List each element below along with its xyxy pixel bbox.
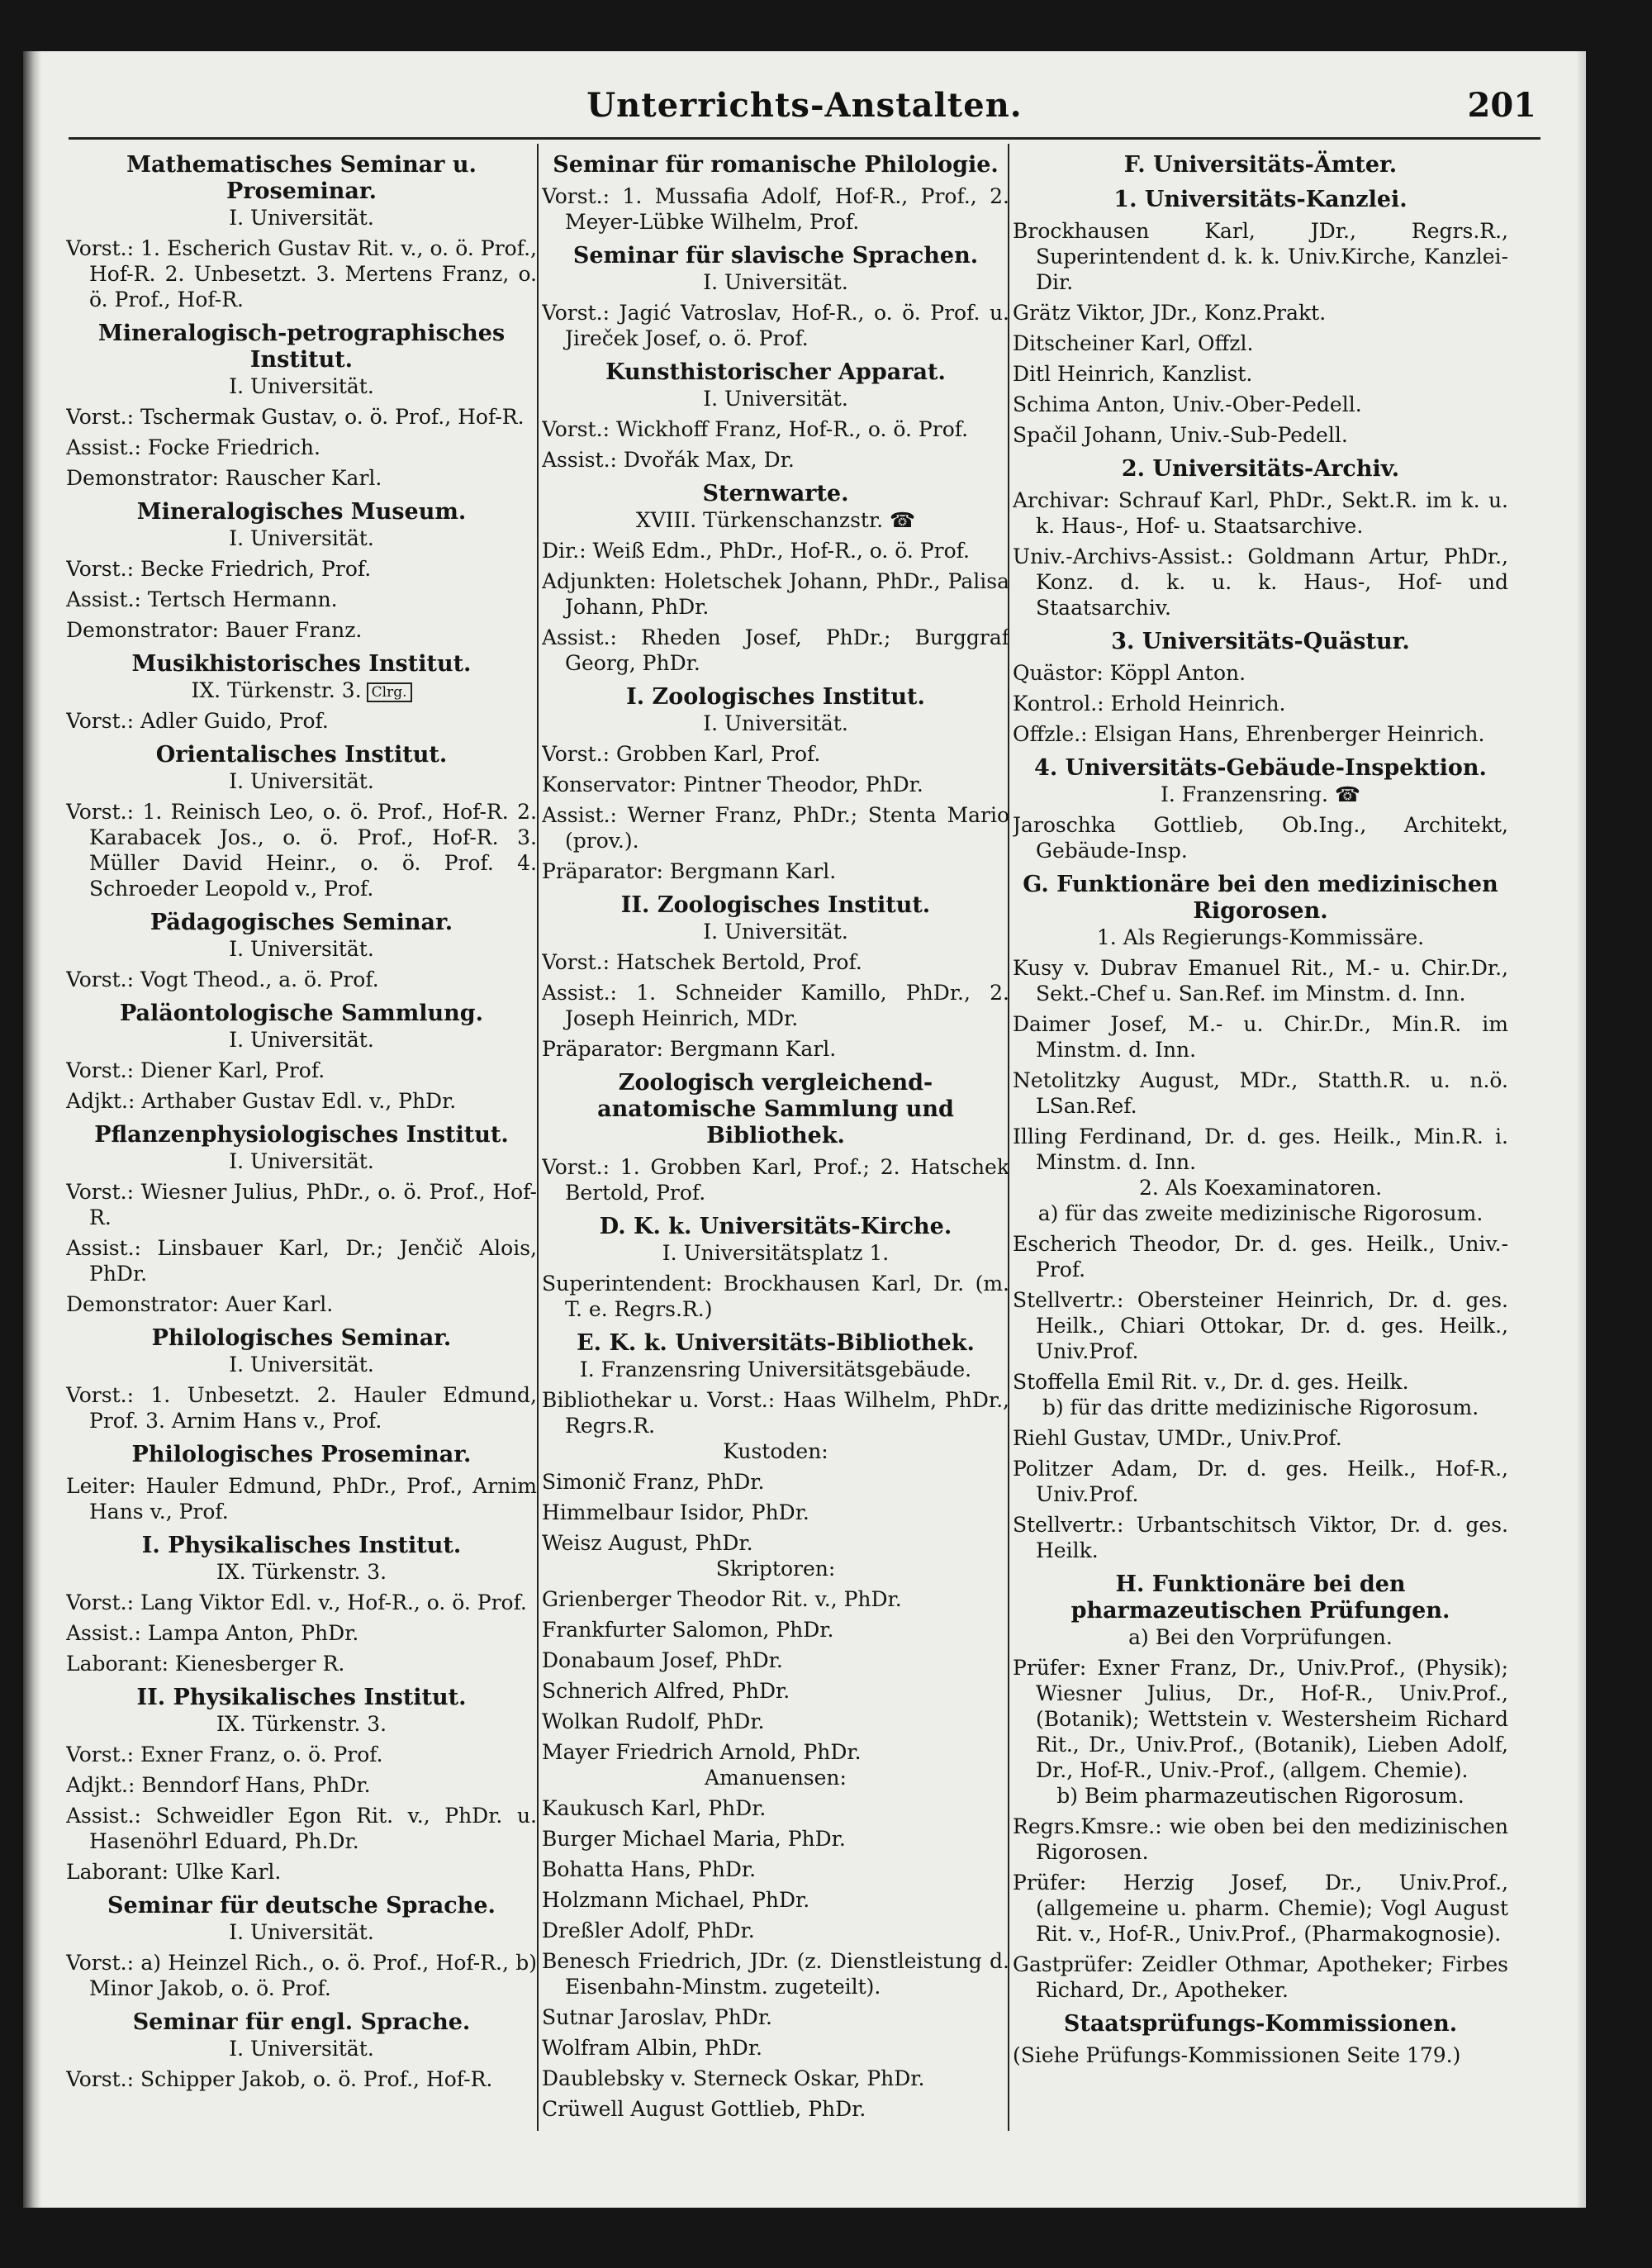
section-location — [1013, 1175, 1508, 1201]
section-location-text: I. Universität. — [229, 206, 374, 230]
directory-section[interactable] — [1013, 620, 1508, 747]
section-heading: II. Zoologisches Institut. — [620, 892, 931, 918]
entry-line: Bohatta Hans, PhDr. — [542, 1857, 757, 1881]
section-location — [542, 507, 1009, 533]
section-location-text: I. Universität. — [703, 387, 848, 411]
section-location — [1013, 782, 1508, 807]
section-heading: 4. Universitäts-Gebäude-Inspektion. — [1034, 755, 1487, 781]
entry-line: Adjunkten: Holetschek Johann, PhDr., Palisa Johann, PhDr. — [542, 569, 1009, 619]
directory-section[interactable] — [66, 992, 537, 1114]
section-location-text: Skriptoren: — [715, 1557, 836, 1581]
section-location-text: I. Universität. — [703, 270, 848, 294]
directory-section[interactable] — [542, 884, 1009, 1062]
entry-line: Ditscheiner Karl, Offzl. — [1013, 331, 1254, 355]
section-location — [542, 1556, 1009, 1581]
entry-line: Präparator: Bergmann Karl. — [542, 859, 837, 883]
book-page — [23, 51, 1586, 2208]
entry-line: Donabaum Josef, PhDr. — [542, 1648, 783, 1672]
entry-line: Bibliothekar u. Vorst.: Haas Wilhelm, PhDr., Regrs.R. — [542, 1388, 1009, 1438]
entry-line: Prüfer: Exner Franz, Dr., Univ.Prof., (Physik); Wiesner Julius, Dr., Hof-R., Univ.Prof., (Botanik); Wettstein v. Westersheim Richard Rit., Dr., Univ.Prof., (Botanik), Lieben Adolf, Dr., Hof-R., Univ.-Prof., (allgem. Chemie). — [1013, 1656, 1508, 1782]
column-1 — [66, 144, 537, 2176]
section-heading: Pädagogisches Seminar. — [150, 910, 453, 935]
entry-line: Crüwell August Gottlieb, PhDr. — [542, 2097, 866, 2121]
entry-line: Vorst.: Lang Viktor Edl. v., Hof-R., o. ö. Prof. — [66, 1590, 527, 1614]
section-heading: Staatsprüfungs-Kommissionen. — [1063, 2011, 1458, 2037]
directory-section[interactable] — [1013, 1395, 1508, 1563]
section-location-text: IX. Türkenstr. 3. — [216, 1712, 387, 1736]
entry-line: Vorst.: Wickhoff Franz, Hof-R., o. ö. Prof. — [542, 417, 969, 441]
directory-section[interactable] — [1013, 1783, 1508, 2003]
entry-line: Vorst.: a) Heinzel Rich., o. ö. Prof., Hof-R., b) Minor Jakob, o. ö. Prof. — [66, 1951, 537, 2000]
section-location-text: 1. Als Regierungs-Kommissäre. — [1096, 925, 1425, 949]
entry-line: Demonstrator: Rauscher Karl. — [66, 466, 382, 490]
entry-line: Vorst.: 1. Mussafia Adolf, Hof-R., Prof., 2. Meyer-Lübke Wilhelm, Prof. — [542, 184, 1009, 234]
entry-line: Demonstrator: Bauer Franz. — [66, 618, 363, 642]
entry-line: Assist.: Linsbauer Karl, Dr.; Jenčič Alois, PhDr. — [66, 1236, 537, 1286]
entry-line: Superintendent: Brockhausen Karl, Dr. (m. T. e. Regrs.R.) — [542, 1272, 1009, 1321]
section-location — [542, 711, 1009, 736]
section-location-text: I. Universität. — [229, 1149, 374, 1173]
entry-line: Assist.: Rheden Josef, PhDr.; Burggraf Georg, PhDr. — [542, 625, 1009, 675]
section-location — [542, 386, 1009, 411]
entry-line: Vorst.: Tschermak Gustav, o. ö. Prof., Hof-R. — [66, 405, 525, 429]
directory-section[interactable] — [66, 1676, 537, 1885]
entry-line: Archivar: Schrauf Karl, PhDr., Sekt.R. im k. u. k. Haus-, Hof- u. Staatsarchive. — [1013, 488, 1508, 538]
entry-line: Spačil Johann, Univ.-Sub-Pedell. — [1013, 423, 1348, 447]
entry-line: Adjkt.: Arthaber Gustav Edl. v., PhDr. — [66, 1089, 457, 1113]
section-location — [1013, 1201, 1508, 1226]
section-location-text: XVIII. Türkenschanzstr. ☎ — [635, 508, 916, 532]
directory-section[interactable] — [66, 643, 537, 734]
entry-line: Stoffella Emil Rit. v., Dr. d. ges. Heilk. — [1013, 1370, 1409, 1394]
directory-section[interactable] — [1013, 1563, 1508, 1783]
column-3 — [1013, 144, 1508, 2176]
directory-section[interactable] — [66, 2001, 537, 2092]
entry-line: Daublebsky v. Sterneck Oskar, PhDr. — [542, 2066, 925, 2090]
section-heading: Pflanzenphysiologisches Institut. — [94, 1122, 509, 1148]
section-heading: Musikhistorisches Institut. — [131, 651, 472, 677]
section-heading: D. K. k. Universitäts-Kirche. — [599, 1214, 952, 1239]
entry-line: Schima Anton, Univ.-Ober-Pedell. — [1013, 392, 1362, 416]
directory-section[interactable] — [542, 1205, 1009, 1322]
directory-section[interactable] — [1013, 747, 1508, 863]
directory-section[interactable] — [66, 1434, 537, 1524]
entry-line: Gastprüfer: Zeidler Othmar, Apotheker; Firbes Richard, Dr., Apotheker. — [1013, 1952, 1508, 2002]
section-location — [66, 768, 537, 794]
entry-line: Mayer Friedrich Arnold, PhDr. — [542, 1740, 862, 1764]
section-location-text: I. Franzensring. ☎ — [1160, 782, 1361, 806]
section-location — [542, 1240, 1009, 1266]
section-location-text: IX. Türkenstr. 3. — [216, 1560, 387, 1584]
column-2 — [542, 144, 1009, 2176]
section-location-text: a) für das zweite medizinische Rigorosum. — [1037, 1201, 1483, 1225]
section-location — [542, 1438, 1009, 1464]
entry-line: Assist.: Lampa Anton, PhDr. — [66, 1621, 359, 1645]
stamp-badge: Clrg. — [367, 682, 412, 702]
directory-section[interactable] — [542, 676, 1009, 884]
section-location-text: I. Universität. — [229, 374, 374, 398]
directory-section[interactable] — [66, 144, 537, 312]
entry-line: Illing Ferdinand, Dr. d. ges. Heilk., Min.R. i. Minstm. d. Inn. — [1013, 1124, 1508, 1174]
entry-line: Dir.: Weiß Edm., PhDr., Hof-R., o. ö. Prof. — [542, 539, 970, 563]
directory-section[interactable] — [1013, 178, 1508, 448]
directory-section[interactable] — [542, 1322, 1009, 1438]
directory-section[interactable] — [542, 144, 1009, 235]
section-heading: E. K. k. Universitäts-Bibliothek. — [577, 1330, 975, 1356]
entry-line: Offzle.: Elsigan Hans, Ehrenberger Heinrich. — [1013, 722, 1485, 746]
section-location — [1013, 1624, 1508, 1650]
entry-line: Präparator: Bergmann Karl. — [542, 1037, 837, 1061]
entry-line: Wolkan Rudolf, PhDr. — [542, 1709, 765, 1733]
directory-section[interactable] — [66, 901, 537, 992]
directory-section[interactable] — [66, 1524, 537, 1676]
directory-section[interactable] — [1013, 1175, 1508, 1201]
section-location — [66, 1559, 537, 1585]
section-heading: Philologisches Proseminar. — [131, 1442, 472, 1467]
entry-line: Vorst.: Becke Friedrich, Prof. — [66, 557, 372, 581]
entry-line: Escherich Theodor, Dr. d. ges. Heilk., Univ.-Prof. — [1013, 1232, 1508, 1281]
directory-section[interactable] — [66, 1317, 537, 1434]
section-location — [66, 936, 537, 962]
entry-line: Vorst.: Wiesner Julius, PhDr., o. ö. Prof., Hof-R. — [66, 1180, 537, 1229]
entry-line: Vorst.: 1. Reinisch Leo, o. ö. Prof., Hof-R. 2. Karabacek Jos., o. ö. Prof., Hof-R. 3. Müller David Heinr., o. ö. Prof. 4. Schroeder Leopold v., Prof. — [66, 800, 537, 901]
entry-line: Kusy v. Dubrav Emanuel Rit., M.- u. Chir.Dr., Sekt.-Chef u. San.Ref. im Minstm. d. Inn. — [1013, 956, 1508, 1006]
section-heading: Seminar für romanische Philologie. — [553, 152, 999, 178]
entry-line: Vorst.: Diener Karl, Prof. — [66, 1058, 325, 1082]
directory-section[interactable] — [66, 734, 537, 901]
entry-line: Frankfurter Salomon, PhDr. — [542, 1618, 834, 1642]
section-heading: 3. Universitäts-Quästur. — [1111, 629, 1410, 654]
entry-line: Regrs.Kmsre.: wie oben bei den medizinischen Rigorosen. — [1013, 1814, 1508, 1864]
section-location-text: b) für das dritte medizinische Rigorosum. — [1042, 1396, 1479, 1419]
section-location-text: I. Universität. — [229, 1028, 374, 1052]
directory-section[interactable] — [542, 235, 1009, 351]
section-heading: Mineralogisches Museum. — [136, 499, 467, 525]
entry-line: Jaroschka Gottlieb, Ob.Ing., Architekt, Gebäude-Insp. — [1013, 813, 1508, 863]
section-location-text: I. Universität. — [229, 526, 374, 550]
section-location-text: I. Universität. — [229, 937, 374, 961]
entry-line: Sutnar Jaroslav, PhDr. — [542, 2005, 773, 2029]
entry-line: Vorst.: Schipper Jakob, o. ö. Prof., Hof-R. — [66, 2067, 493, 2091]
section-heading: II. Physikalisches Institut. — [136, 1685, 467, 1710]
section-heading: Mathematisches Seminar u. Proseminar. — [126, 152, 477, 204]
header-rule — [69, 137, 1540, 140]
section-heading: 1. Universitäts-Kanzlei. — [1113, 187, 1408, 212]
section-heading: Paläontologische Sammlung. — [119, 1001, 484, 1026]
entry-line: Brockhausen Karl, JDr., Regrs.R., Superintendent d. k. k. Univ.Kirche, Kanzlei-Dir. — [1013, 219, 1508, 294]
entry-line: Kontrol.: Erhold Heinrich. — [1013, 692, 1286, 716]
directory-section[interactable] — [1013, 144, 1508, 178]
entry-line: (Siehe Prüfungs-Kommissionen Seite 179.) — [1013, 2043, 1461, 2067]
entry-line: Weisz August, PhDr. — [542, 1531, 753, 1555]
entry-line: Dreßler Adolf, PhDr. — [542, 1919, 755, 1942]
entry-line: Konservator: Pintner Theodor, PhDr. — [542, 773, 923, 796]
section-heading: Orientalisches Institut. — [155, 742, 448, 768]
directory-section[interactable] — [542, 473, 1009, 676]
section-location-text: I. Universität. — [703, 920, 848, 944]
directory-section[interactable] — [1013, 863, 1508, 1175]
section-heading: Seminar für engl. Sprache. — [132, 2009, 471, 2035]
section-location — [1013, 1395, 1508, 1420]
entry-line: Simonič Franz, PhDr. — [542, 1470, 765, 1494]
section-heading: G. Funktionäre bei den medizinischen Rigorosen. — [1023, 872, 1498, 924]
section-location — [542, 269, 1009, 295]
section-location-text: 2. Als Koexaminatoren. — [1138, 1176, 1383, 1200]
entry-line: Vorst.: Vogt Theod., a. ö. Prof. — [66, 968, 379, 991]
entry-line: Quästor: Köppl Anton. — [1013, 661, 1246, 685]
section-location-text: I. Universität. — [229, 1353, 374, 1376]
entry-line: Vorst.: Jagić Vatroslav, Hof-R., o. ö. Prof. u. Jireček Josef, o. ö. Prof. — [542, 301, 1009, 350]
section-heading: F. Universitäts-Ämter. — [1123, 152, 1398, 178]
directory-section[interactable] — [542, 1438, 1009, 1556]
entry-line: Vorst.: 1. Escherich Gustav Rit. v., o. ö. Prof., Hof-R. 2. Unbesetzt. 3. Mertens Franz, o. ö. Prof., Hof-R. — [66, 236, 537, 311]
entry-line: Univ.-Archivs-Assist.: Goldmann Artur, PhDr., Konz. d. k. u. k. Haus-, Hof- und Staatsarchiv. — [1013, 544, 1508, 620]
section-location-text: I. Universität. — [229, 769, 374, 793]
section-heading: 2. Universitäts-Archiv. — [1121, 456, 1400, 482]
directory-section[interactable] — [542, 1765, 1009, 2122]
section-heading: I. Zoologisches Institut. — [626, 684, 925, 710]
entry-line: Wolfram Albin, PhDr. — [542, 2036, 762, 2060]
entry-line: Netolitzky August, MDr., Statth.R. u. n.ö. LSan.Ref. — [1013, 1068, 1508, 1118]
entry-line: Vorst.: Hatschek Bertold, Prof. — [542, 950, 862, 974]
section-location — [542, 1765, 1009, 1790]
directory-section[interactable] — [542, 1556, 1009, 1765]
section-location — [66, 1711, 537, 1737]
section-location-text: Amanuensen: — [705, 1766, 847, 1790]
section-location — [66, 678, 537, 703]
section-heading: Seminar für slavische Sprachen. — [572, 243, 979, 269]
entry-line: Assist.: Schweidler Egon Rit. v., PhDr. u. Hasenöhrl Eduard, Ph.Dr. — [66, 1804, 537, 1853]
section-location — [1013, 925, 1508, 950]
entry-line: Burger Michael Maria, PhDr. — [542, 1827, 846, 1851]
section-location — [66, 1027, 537, 1053]
entry-line: Grätz Viktor, JDr., Konz.Prakt. — [1013, 301, 1327, 325]
entry-line: Assist.: Tertsch Hermann. — [66, 587, 338, 611]
page-number: 201 — [1467, 86, 1536, 125]
section-location-text: Kustoden: — [723, 1439, 828, 1463]
section-location — [66, 1148, 537, 1174]
section-heading: Seminar für deutsche Sprache. — [107, 1893, 496, 1919]
entry-line: Stellvertr.: Obersteiner Heinrich, Dr. d. ges. Heilk., Chiari Ottokar, Dr. d. ges. Heilk., Univ.Prof. — [1013, 1288, 1508, 1363]
entry-line: Vorst.: Adler Guido, Prof. — [66, 709, 329, 733]
section-heading: Philologisches Seminar. — [151, 1325, 452, 1351]
section-location-text: I. Universitätsplatz 1. — [662, 1241, 890, 1265]
section-location — [542, 919, 1009, 944]
running-title: Unterrichts-Anstalten. — [586, 86, 1023, 125]
section-location — [66, 525, 537, 551]
directory-section[interactable] — [542, 1062, 1009, 1205]
section-heading: Sternwarte. — [702, 481, 849, 506]
entry-line: Vorst.: Grobben Karl, Prof. — [542, 742, 821, 766]
entry-line: Laborant: Kienesberger R. — [66, 1652, 345, 1676]
entry-line: Stellvertr.: Urbantschitsch Viktor, Dr. d. ges. Heilk. — [1013, 1513, 1508, 1562]
entry-line: Politzer Adam, Dr. d. ges. Heilk., Hof-R., Univ.Prof. — [1013, 1457, 1508, 1506]
directory-section[interactable] — [66, 491, 537, 643]
section-location-text: I. Universität. — [703, 711, 848, 735]
entry-line: Schnerich Alfred, PhDr. — [542, 1679, 790, 1703]
entry-line: Holzmann Michael, PhDr. — [542, 1888, 810, 1912]
directory-section[interactable] — [1013, 448, 1508, 620]
entry-line: Ditl Heinrich, Kanzlist. — [1013, 362, 1253, 386]
section-heading: I. Physikalisches Institut. — [141, 1533, 462, 1558]
section-heading: Mineralogisch-petrographisches Institut. — [97, 321, 506, 373]
section-location-text: a) Bei den Vorprüfungen. — [1128, 1625, 1393, 1649]
section-heading: Kunsthistorischer Apparat. — [605, 359, 946, 385]
entry-line: Himmelbaur Isidor, PhDr. — [542, 1500, 809, 1524]
entry-line: Leiter: Hauler Edmund, PhDr., Prof., Arnim Hans v., Prof. — [66, 1474, 537, 1524]
entry-line: Assist.: 1. Schneider Kamillo, PhDr., 2. Joseph Heinrich, MDr. — [542, 981, 1009, 1030]
entry-line: Vorst.: Exner Franz, o. ö. Prof. — [66, 1743, 383, 1766]
entry-line: Daimer Josef, M.- u. Chir.Dr., Min.R. im Minstm. d. Inn. — [1013, 1012, 1508, 1062]
section-location-text: b) Beim pharmazeutischen Rigorosum. — [1056, 1784, 1464, 1808]
entry-line: Grienberger Theodor Rit. v., PhDr. — [542, 1587, 902, 1611]
entry-line: Vorst.: 1. Unbesetzt. 2. Hauler Edmund, Prof. 3. Arnim Hans v., Prof. — [66, 1383, 537, 1433]
section-location — [66, 205, 537, 231]
directory-section[interactable] — [1013, 2003, 1508, 2068]
entry-line: Demonstrator: Auer Karl. — [66, 1292, 334, 1316]
directory-section[interactable] — [542, 351, 1009, 473]
page-spine-shadow — [23, 51, 41, 2208]
entry-line: Benesch Friedrich, JDr. (z. Dienstleistung d. Eisenbahn-Minstm. zugeteilt). — [542, 1949, 1009, 1999]
section-location — [66, 373, 537, 399]
section-location — [66, 2036, 537, 2061]
entry-line: Laborant: Ulke Karl. — [66, 1860, 282, 1884]
entry-line: Prüfer: Herzig Josef, Dr., Univ.Prof., (allgemeine u. pharm. Chemie); Vogl August Rit. v., Hof-R., Univ.Prof., (Pharmakognosie). — [1013, 1871, 1508, 1946]
page-fore-edge — [1578, 51, 1586, 2208]
section-location — [1013, 1783, 1508, 1809]
entry-line: Vorst.: 1. Grobben Karl, Prof.; 2. Hatschek Bertold, Prof. — [542, 1155, 1009, 1205]
directory-section[interactable] — [66, 1885, 537, 2001]
section-location — [542, 1357, 1009, 1382]
section-location-text: I. Universität. — [229, 2037, 374, 2061]
section-location-text: IX. Türkenstr. 3. — [191, 678, 362, 702]
section-location-text: I. Universität. — [229, 1920, 374, 1944]
directory-section[interactable] — [66, 312, 537, 491]
directory-section[interactable] — [1013, 1201, 1508, 1395]
entry-line: Assist.: Dvořák Max, Dr. — [542, 448, 795, 472]
section-location — [66, 1919, 537, 1945]
entry-line: Adjkt.: Benndorf Hans, PhDr. — [66, 1773, 371, 1797]
column-divider — [537, 144, 539, 2131]
directory-section[interactable] — [66, 1114, 537, 1317]
section-location — [66, 1352, 537, 1377]
section-location-text: I. Franzensring Universitätsgebäude. — [579, 1357, 972, 1381]
section-heading: H. Funktionäre bei den pharmazeutischen Prüfungen. — [1070, 1571, 1450, 1624]
entry-line: Assist.: Werner Franz, PhDr.; Stenta Mario (prov.). — [542, 803, 1009, 853]
entry-line: Assist.: Focke Friedrich. — [66, 435, 320, 459]
section-heading: Zoologisch vergleichend-anatomische Sammlung und Bibliothek. — [597, 1070, 954, 1148]
entry-line: Riehl Gustav, UMDr., Univ.Prof. — [1013, 1426, 1342, 1450]
entry-line: Kaukusch Karl, PhDr. — [542, 1796, 767, 1820]
